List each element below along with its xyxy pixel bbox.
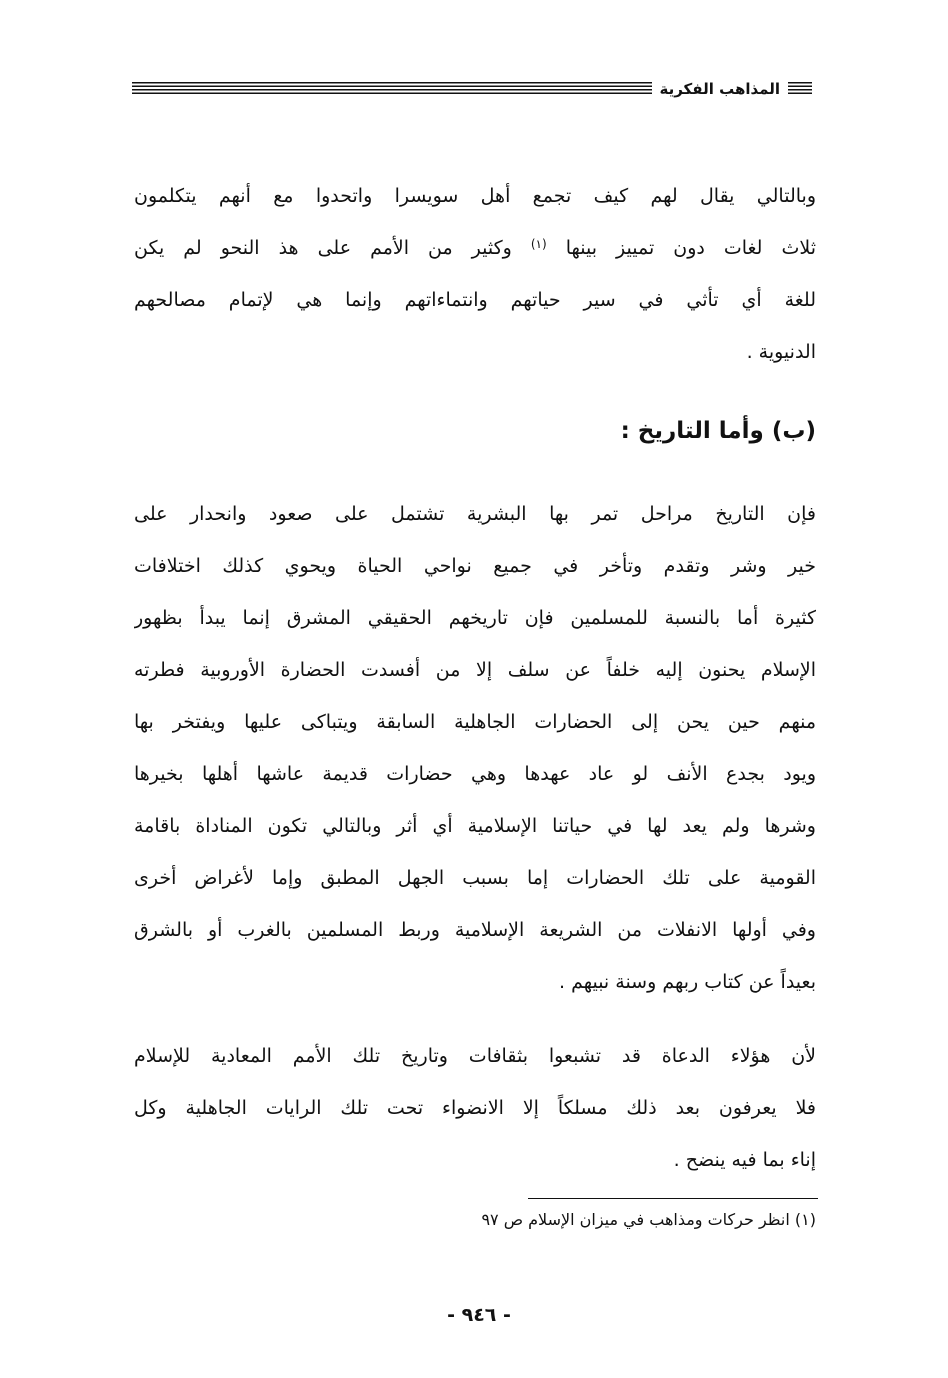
footnote-reference: (١): [530, 237, 547, 251]
section-heading: (ب) وأما التاريخ :: [620, 418, 816, 444]
paragraph-line: فلا يعرفون بعد ذلك مسلكاً إلا الانضواء تحت تلك الرايات الجاهلية وكل: [134, 1097, 816, 1119]
paragraph-line: القومية على تلك الحضارات إما بسبب الجهل المطبق وإما لأغراض أخرى: [134, 867, 816, 889]
paragraph-line: خير وشر وتقدم وتأخر في جميع نواحي الحياة ويحوي كذلك اختلافات: [134, 555, 816, 577]
paragraph-1: [134, 170, 816, 378]
paragraph-2: [134, 488, 816, 1008]
paragraph-line: كثيرة أما بالنسبة للمسلمين فإن تاريخهم الحقيقي المشرق إنما يبدأ بظهور: [134, 607, 816, 629]
paragraph-line: بعيداً عن كتاب ربهم وسنة نبيهم .: [558, 971, 816, 993]
paragraph-line: لأن هؤلاء الدعاة قد تشبعوا بثقافات وتاريخ تلك الأمم المعادية للإسلام: [134, 1045, 816, 1067]
header-rule-ornament: [788, 82, 812, 96]
paragraph-line: وبالتالي يقال لهم كيف تجمع أهل سويسرا واتحدوا مع أنهم يتكلمون: [134, 185, 816, 207]
paragraph-line: الدنيوية .: [746, 341, 816, 363]
header-rule-lines: [132, 82, 652, 96]
paragraph-3: [134, 1030, 816, 1186]
paragraph-line: وفي أولها الانفلات من الشريعة الإسلامية وربط المسلمين بالغرب أو بالشرق: [134, 919, 816, 941]
paragraph-line: الإسلام يحنون إليه خلفاً عن سلف إلا من أفسدت الحضارة الأوروبية فطرته: [134, 659, 816, 681]
line-segment: وكثير من الأمم على هذ النحو لم يكن: [134, 237, 512, 259]
footnote: (١) انظر حركات ومذاهب في ميزان الإسلام ص ٩٧: [481, 1210, 816, 1229]
footnote-separator: [528, 1198, 818, 1199]
paragraph-line: [134, 222, 816, 274]
paragraph-line: منهم حين يحن إلى الحضارات الجاهلية السابقة ويتباكى عليها ويفتخر بها: [134, 711, 816, 733]
page-number: - ٩٤٦ -: [447, 1304, 511, 1326]
running-header-title: المذاهب الفكرية: [659, 79, 780, 98]
paragraph-line: وشرها ولم يعد لها في حياتنا الإسلامية أي أثر وبالتالي تكون المناداة باقامة: [134, 815, 816, 837]
line-segment: ثلاث لغات دون تمييز بينها: [565, 237, 816, 259]
paragraph-line: للغة أي تأثي في سير حياتهم وانتماءاتهم وإنما هي لإتمام مصالحهم: [134, 289, 816, 311]
paragraph-line: إناء بما فيه ينضح .: [673, 1149, 816, 1171]
running-header: [132, 76, 812, 102]
paragraph-line: فإن التاريخ مراحل تمر بها البشرية تشتمل على صعود وانحدار على: [134, 503, 816, 525]
paragraph-line: ويود بجدع الأنف لو عاد عهدها وهي حضارات قديمة عاشها أهلها بخيرها: [134, 763, 816, 785]
